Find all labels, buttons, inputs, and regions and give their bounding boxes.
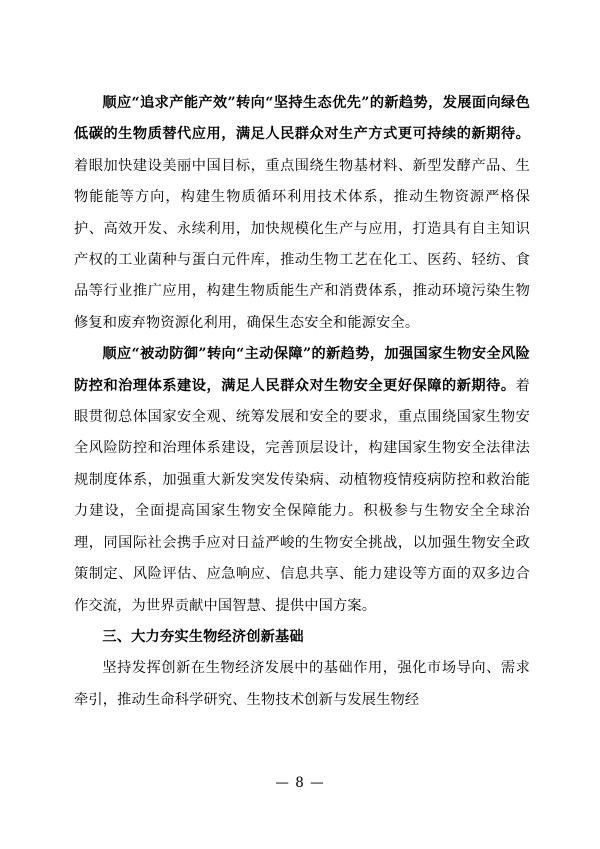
page-content xyxy=(74,88,530,716)
section-paragraph: 坚持发挥创新在生物经济发展中的基础作用，强化市场导向、需求牵引，推动生命科学研究、生物技术创新与发展生物经 xyxy=(74,660,530,708)
paragraph-2-body: 着眼贯彻总体国家安全观、统筹发展和安全的要求，重点围绕国家生物安全风险防控和治理体系建设，完善顶层设计，构建国家生物安全法律法规制度体系，加强重大新发突发传染病、动植物疫情疫病防控和救治能力建设，全面提高国家生物安全保障能力。积极参与生物安全全球治理，同国际社会携手应对日益严峻的生物安全挑战，以加强生物安全政策制定、风险评估、应急响应、信息共享、能力建设等方面的双多边合作交流，为世界贡献中国智慧、提供中国方案。 xyxy=(74,377,530,614)
paragraph-1-lead: 顺应“追求产能产效”转向“坚持生态优先”的新趋势，发展面向绿色低碳的生物质替代应用，满足人民群众对生产方式更可持续的新期待。 xyxy=(74,95,530,143)
paragraph-1 xyxy=(74,88,530,339)
section-heading: 三、大力夯实生物经济创新基础 xyxy=(102,628,304,645)
paragraph-2-lead: 顺应“被动防御”转向“主动保障”的新趋势，加强国家生物安全风险防控和治理体系建设，满足人民群众对生物安全更好保障的新期待。 xyxy=(74,346,530,394)
paragraph-1-body: 着眼加快建设美丽中国目标，重点围绕生物基材料、新型发酵产品、生物能能等方向，构建生物质循环利用技术体系，推动生物资源严格保护、高效开发、永续利用，加快规模化生产与应用，打造具有自主知识产权的工业菌种与蛋白元件库，推动生物工艺在化工、医药、轻纺、食品等行业推广应用，构建生物质能生产和消费体系，推动环境污染生物修复和废弃物资源化利用，确保生态安全和能源安全。 xyxy=(74,157,530,331)
page-number: — 8 — xyxy=(275,775,325,791)
paragraph-2 xyxy=(74,339,530,622)
